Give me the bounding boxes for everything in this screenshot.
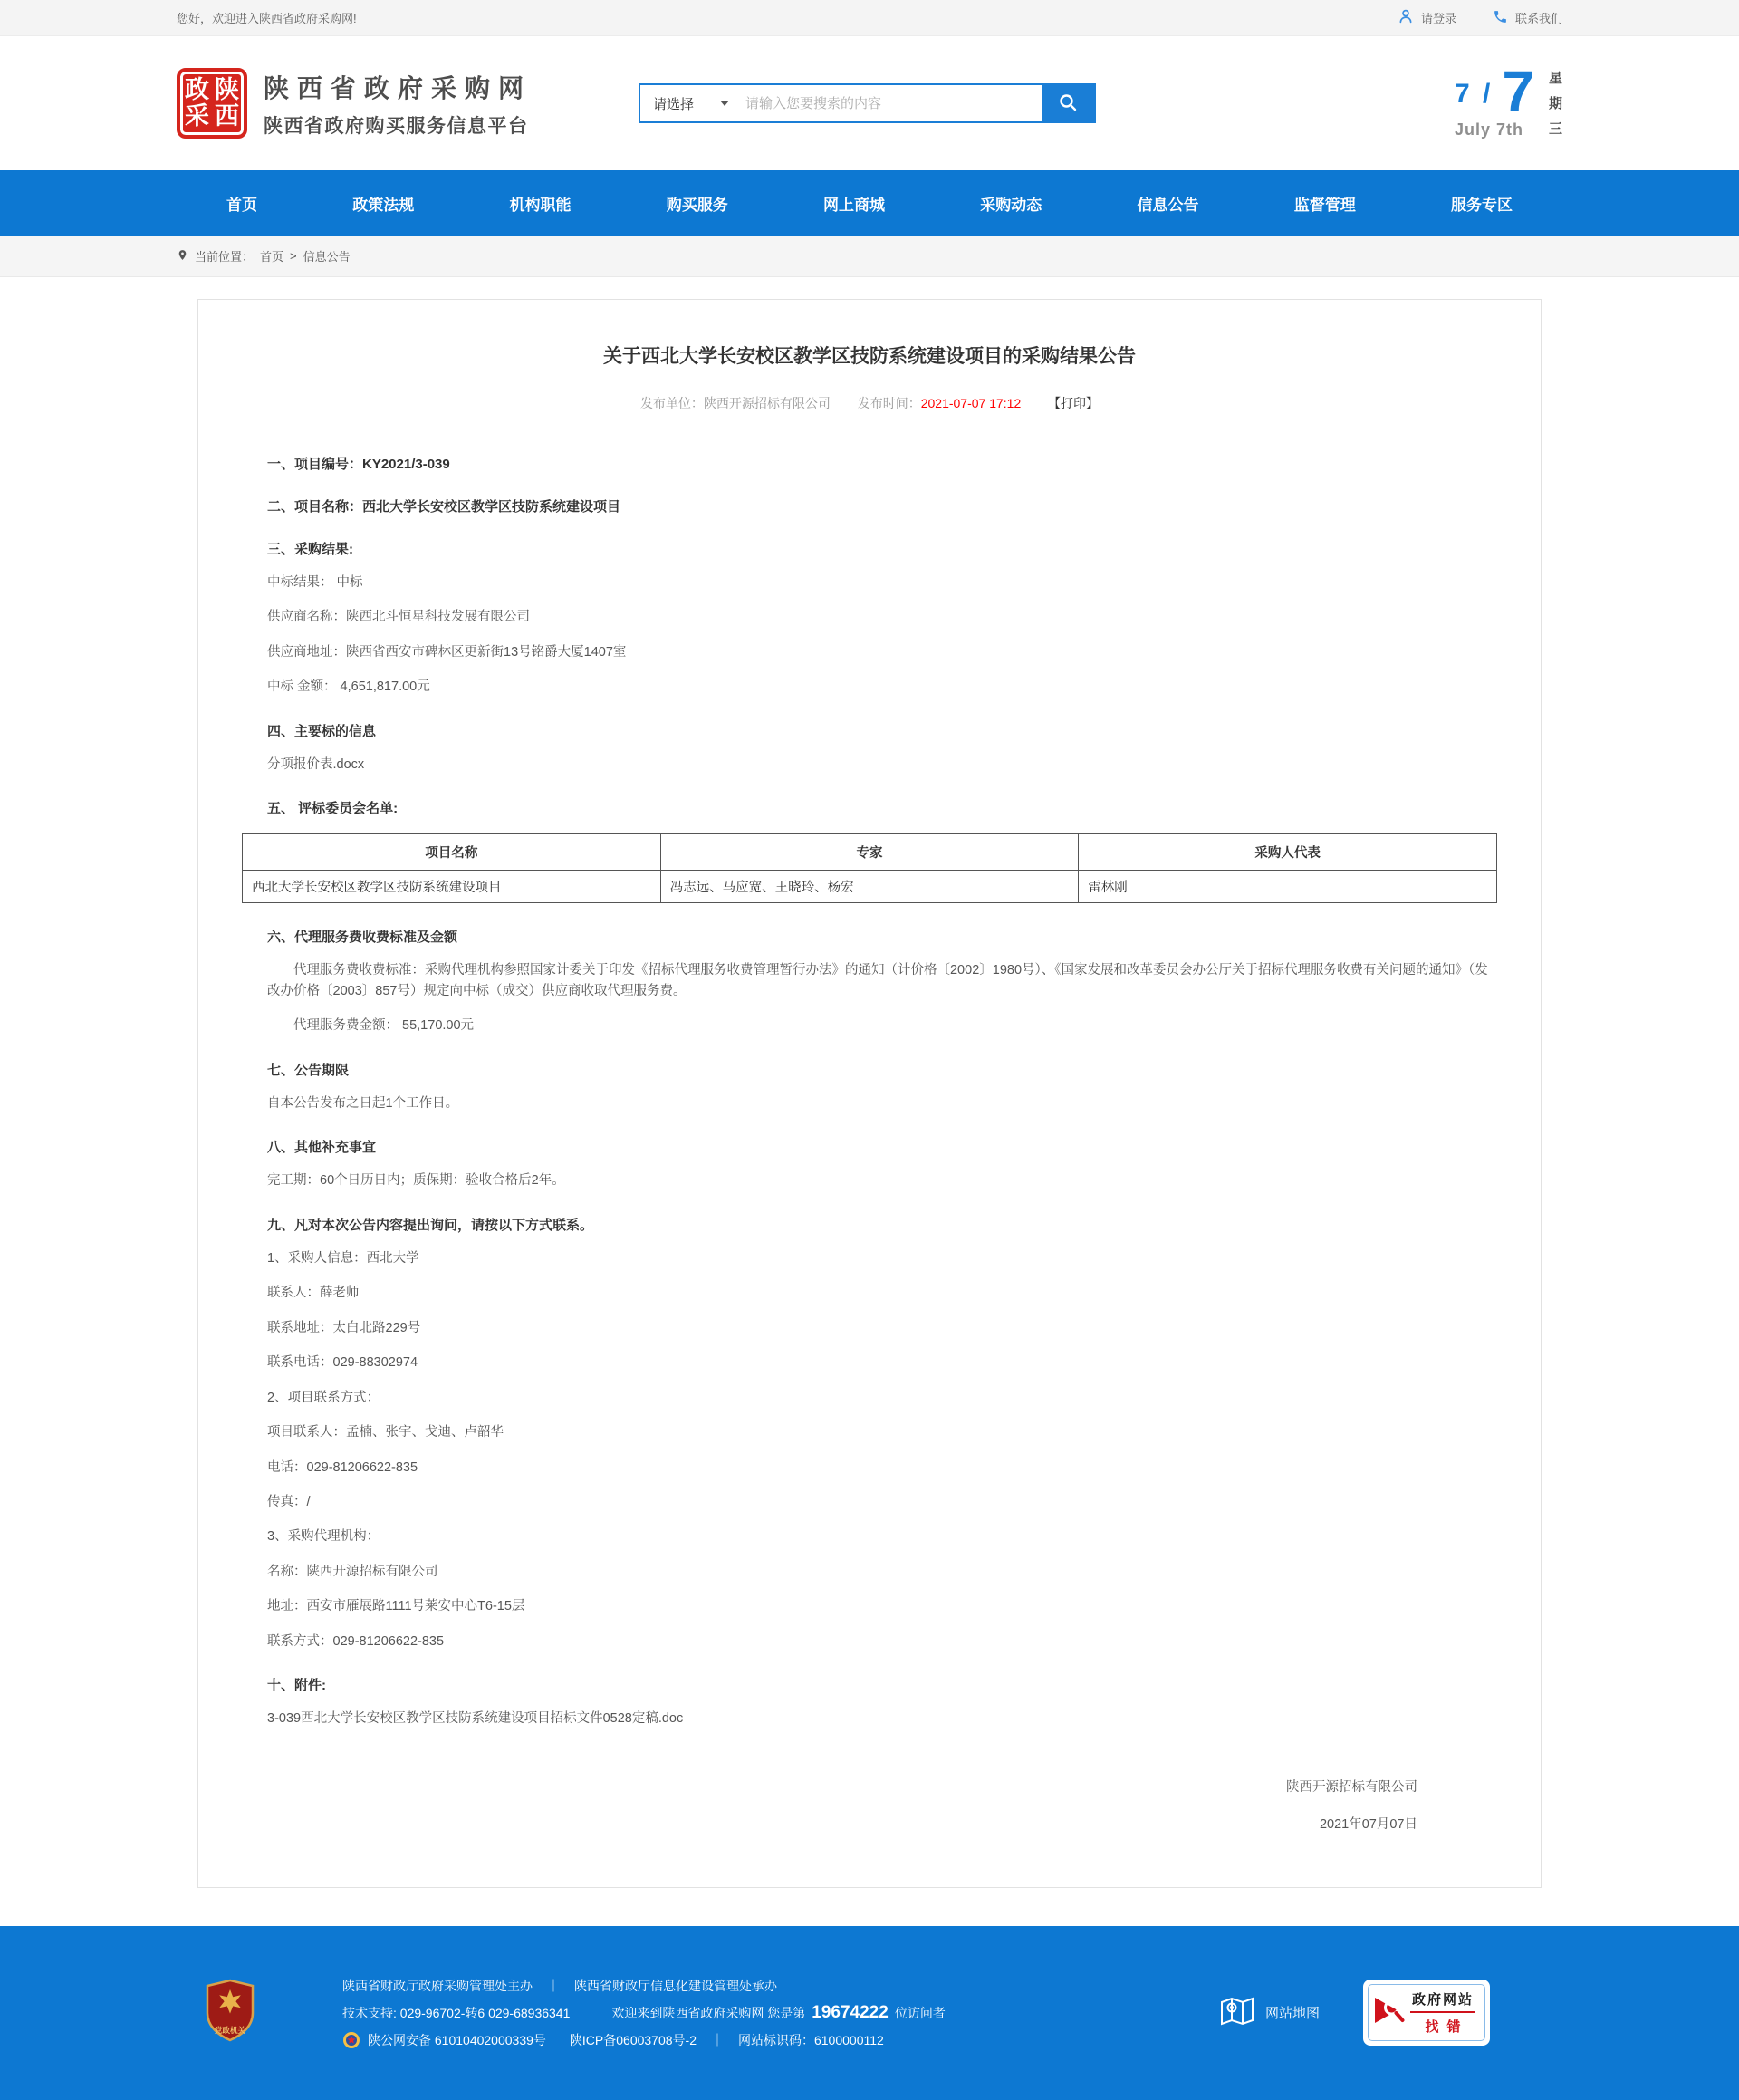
search-select-label: 请选择 — [653, 96, 695, 112]
publish-time-label: 发布时间： — [857, 396, 921, 410]
nav-item-online-mall[interactable]: 网上商城 — [823, 196, 885, 214]
paragraph: 项目联系人：孟楠、张宇、戈迪、卢韶华 — [267, 1425, 504, 1440]
site-title: 陕西省政府采购网 — [264, 73, 533, 102]
welcome-text: 您好，欢迎进入陕西省政府采购网! — [177, 12, 357, 25]
date-english: July 7th — [1455, 120, 1524, 140]
tech-support-text: 技术支持: 029-96702-转6 029-68936341 — [342, 2005, 571, 2020]
footer-line-3: 陕公网安备 61010402000339号 陕ICP备06003708号-2 ｜ 网站标识码：6100000112 — [342, 2031, 946, 2049]
error-badge-title: 政府网站 — [1410, 1989, 1475, 2013]
paragraph: 中标结果： 中标 — [267, 575, 363, 590]
section-heading: 八、其他补充事宜 — [267, 1140, 377, 1156]
magnifier-icon — [1058, 92, 1078, 115]
attachment-link[interactable]: 分项报价表.docx — [267, 756, 365, 772]
nav-item-supervision[interactable]: 监督管理 — [1293, 196, 1356, 214]
paragraph: 联系人：薛老师 — [267, 1286, 360, 1301]
paragraph: 联系方式：029-81206622-835 — [267, 1633, 445, 1649]
section-heading: 五、 评标委员会名单: — [267, 801, 399, 817]
print-button[interactable]: 【打印】 — [1048, 396, 1100, 410]
paragraph: 供应商地址：陕西省西安市碑林区更新街13号铭爵大厦1407室 — [267, 644, 627, 660]
breadcrumb — [0, 236, 1739, 277]
site-code-text: 网站标识码：6100000112 — [737, 2032, 884, 2047]
gov-site-error-report-badge[interactable] — [1363, 1980, 1490, 2046]
paragraph: 名称：陕西开源招标有限公司 — [267, 1564, 438, 1579]
security-filing-link[interactable]: 陕公网安备 61010402000339号 — [368, 2032, 546, 2047]
visitor-prefix: 欢迎来到陕西省政府采购网 您是第 — [611, 2005, 806, 2020]
page-title: 关于西北大学长安校区教学区技防系统建设项目的采购结果公告 — [603, 346, 1136, 367]
svg-text:党政机关: 党政机关 — [214, 2026, 246, 2036]
breadcrumb-current[interactable]: 信息公告 — [303, 250, 351, 264]
paragraph: 代理服务费金额： 55,170.00元 — [293, 1018, 475, 1034]
attachment-link[interactable]: 3-039西北大学长安校区教学区技防系统建设项目招标文件0528定稿.doc — [267, 1711, 684, 1727]
nav-item-purchase-service[interactable]: 购买服务 — [666, 196, 728, 214]
organizer-text: 陕西省财政厅政府采购管理处主办 — [342, 1978, 533, 1993]
nav-item-announcements[interactable]: 信息公告 — [1137, 196, 1199, 214]
breadcrumb-home[interactable]: 首页 — [260, 250, 284, 264]
topbar — [0, 0, 1739, 36]
footer-line-2: 技术支持: 029-96702-转6 029-68936341 ｜ 欢迎来到陕西省政府采购网 您是第 19674222 位访问者 — [342, 2002, 946, 2022]
footer — [0, 1926, 1739, 2100]
nav-item-procurement-news[interactable]: 采购动态 — [980, 196, 1042, 214]
error-badge-sub: 找错 — [1425, 2019, 1469, 2036]
visitor-suffix: 位访问者 — [894, 2005, 946, 2020]
search-category-select[interactable] — [640, 85, 740, 121]
paragraph: 完工期：60个日历日内；质保期：验收合格后2年。 — [267, 1173, 565, 1189]
committee-table — [242, 833, 1497, 903]
police-badge-icon — [342, 2031, 360, 2049]
paragraph: 2、项目联系方式： — [267, 1390, 380, 1405]
section-heading: 二、项目名称：西北大学长安校区教学区技防系统建设项目 — [267, 499, 621, 515]
paragraph: 3、采购代理机构： — [267, 1529, 380, 1545]
section-heading: 三、采购结果: — [267, 542, 353, 557]
co-organizer-text: 陕西省财政厅信息化建设管理处承办 — [574, 1978, 777, 1993]
section-heading: 四、主要标的信息 — [267, 723, 377, 739]
table-row — [243, 871, 1497, 903]
icp-filing-link[interactable]: 陕ICP备06003708号-2 — [569, 2032, 697, 2047]
publisher-value: 陕西开源招标有限公司 — [703, 396, 831, 410]
footer-line-1: 陕西省财政厅政府采购管理处主办 ｜ 陕西省财政厅信息化建设管理处承办 — [342, 1978, 777, 1993]
sitemap-label: 网站地图 — [1264, 2006, 1320, 2022]
search-button[interactable] — [1042, 85, 1094, 121]
contact-label: 联系我们 — [1514, 12, 1562, 25]
chevron-down-icon — [720, 101, 729, 106]
date-weekday: 星 期 三 — [1548, 71, 1562, 138]
user-icon — [1398, 8, 1414, 27]
table-header-cell: 采购人代表 — [1079, 834, 1497, 871]
date-day: 7 — [1502, 58, 1534, 124]
logo-seal — [177, 68, 247, 139]
section-heading: 十、附件: — [267, 1678, 326, 1694]
site-logo[interactable] — [177, 68, 532, 139]
publisher-label: 发布单位： — [639, 396, 704, 410]
paragraph: 自本公告发布之日起1个工作日。 — [267, 1095, 459, 1111]
login-link[interactable] — [1398, 8, 1456, 27]
seal-char: 陕 — [215, 76, 239, 103]
site-subtitle: 陕西省政府购买服务信息平台 — [264, 115, 529, 137]
section-heading: 七、公告期限 — [267, 1062, 350, 1078]
visitor-count: 19674222 — [812, 2002, 889, 2022]
publish-time-value: 2021-07-07 17:12 — [920, 396, 1022, 410]
map-icon — [1219, 1996, 1255, 2030]
location-pin-icon — [177, 247, 188, 265]
date-slash: / — [1483, 79, 1494, 110]
phone-icon — [1493, 9, 1508, 27]
paragraph: 1、采购人信息：西北大学 — [267, 1250, 419, 1266]
paragraph: 地址：西安市雁展路1111号莱安中心T6-15层 — [267, 1599, 525, 1614]
section-heading: 一、项目编号：KY2021/3-039 — [267, 457, 450, 472]
header — [0, 36, 1739, 170]
paragraph: 代理服务费收费标准：采购代理机构参照国家计委关于印发《招标代理服务收费管理暂行办法》的通知（计价格〔2002〕1980号）、《国家发展和改革委员会办公厅关于招标代理服务收费有关问题的通知》（发改办价格〔2003〕857号）规定向中标（成交）供应商收取代理服务费。 — [267, 963, 1488, 998]
sitemap-link[interactable] — [1219, 1996, 1320, 2030]
paragraph: 传真：/ — [267, 1494, 311, 1509]
party-gov-shield-icon — [204, 1979, 256, 2047]
nav-item-home[interactable]: 首页 — [226, 196, 257, 214]
search-bar — [639, 83, 1096, 123]
nav-item-functions[interactable]: 机构职能 — [509, 196, 572, 214]
article-body — [242, 454, 1497, 1729]
signature-block — [242, 1777, 1497, 1833]
nav-item-policy[interactable]: 政策法规 — [352, 196, 415, 214]
seal-char: 政 — [185, 76, 209, 103]
paragraph: 中标 金额： 4,651,817.00元 — [267, 679, 430, 695]
table-cell: 雷林刚 — [1079, 871, 1497, 903]
contact-link[interactable] — [1493, 9, 1562, 27]
main-content — [0, 277, 1739, 1926]
date-month: 7 — [1455, 79, 1473, 110]
error-magnifier-icon — [1372, 1993, 1407, 2032]
paragraph: 供应商名称：陕西北斗恒星科技发展有限公司 — [267, 610, 530, 625]
main-nav — [0, 170, 1739, 236]
article-meta — [242, 394, 1497, 412]
paragraph: 联系电话：029-88302974 — [267, 1355, 418, 1371]
breadcrumb-separator: > — [290, 249, 297, 263]
section-heading: 九、凡对本次公告内容提出询问，请按以下方式联系。 — [267, 1217, 594, 1233]
table-header-cell: 专家 — [660, 834, 1079, 871]
nav-item-service-zone[interactable]: 服务专区 — [1451, 196, 1513, 214]
signature-date: 2021年07月07日 — [1319, 1816, 1417, 1832]
login-label: 请登录 — [1420, 12, 1456, 25]
paragraph: 电话：029-81206622-835 — [267, 1459, 418, 1475]
table-header-cell: 项目名称 — [243, 834, 661, 871]
table-cell: 西北大学长安校区教学区技防系统建设项目 — [243, 871, 661, 903]
table-cell: 冯志远、马应宽、王晓玲、杨宏 — [660, 871, 1079, 903]
date-widget — [1455, 58, 1562, 140]
seal-char: 采 — [185, 102, 209, 130]
seal-char: 西 — [215, 102, 239, 130]
search-input[interactable] — [740, 85, 1042, 121]
section-heading: 六、代理服务费收费标准及金额 — [267, 930, 458, 946]
paragraph: 联系地址：太白北路229号 — [267, 1320, 421, 1335]
signature-company: 陕西开源招标有限公司 — [1286, 1779, 1417, 1795]
breadcrumb-prefix: 当前位置： — [195, 250, 255, 264]
announcement-card — [197, 299, 1542, 1888]
